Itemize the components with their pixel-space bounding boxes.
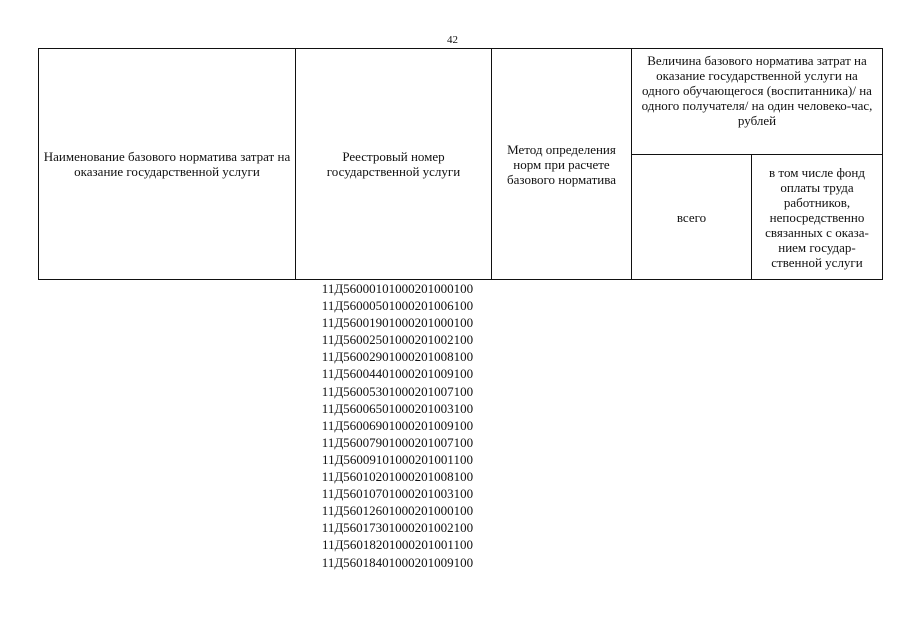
registry-code: 11Д56010201000201008100 xyxy=(321,469,474,485)
registry-code: 11Д56004401000201009100 xyxy=(321,366,474,382)
registry-code: 11Д56000501000201006100 xyxy=(321,298,474,314)
header-total: всего xyxy=(632,155,752,280)
registry-codes-list xyxy=(295,280,500,571)
page-number: 42 xyxy=(447,34,458,46)
registry-code: 11Д56006501000201003100 xyxy=(321,400,474,416)
header-including-wages: в том числе фонд оплаты труда работников, непосредственно связанных с оказа-нием государ-ственной услуги xyxy=(752,155,883,280)
registry-code: 11Д56017301000201002100 xyxy=(321,520,474,536)
registry-code: 11Д56002501000201002100 xyxy=(321,332,474,348)
header-registry-number: Реестровый номер государственной услуги xyxy=(296,49,492,280)
registry-code: 11Д56001901000201000100 xyxy=(321,315,474,331)
header-norm-name: Наименование базового норматива затрат на оказание государственной услуги xyxy=(39,49,296,280)
registry-code: 11Д56006901000201009100 xyxy=(321,417,474,433)
norms-table xyxy=(38,48,883,280)
registry-code: 11Д56007901000201007100 xyxy=(321,434,474,450)
registry-code: 11Д56018201000201001100 xyxy=(322,537,473,553)
registry-code: 11Д56009101000201001100 xyxy=(322,451,473,467)
registry-code: 11Д56002901000201008100 xyxy=(321,349,474,365)
registry-code: 11Д56000101000201000100 xyxy=(321,281,474,296)
registry-code: 11Д56018401000201009100 xyxy=(321,554,474,570)
registry-code: 11Д56012601000201000100 xyxy=(321,503,474,519)
registry-code: 11Д56010701000201003100 xyxy=(321,486,474,502)
registry-code: 11Д56005301000201007100 xyxy=(321,383,474,399)
header-method: Метод определения норм при расчете базового норматива xyxy=(492,49,632,280)
header-norm-value: Величина базового норматива затрат на оказание государственной услуги на одного обучающегося (воспитанника)/ на одного получателя/ на один человеко-час, рублей xyxy=(632,49,883,155)
